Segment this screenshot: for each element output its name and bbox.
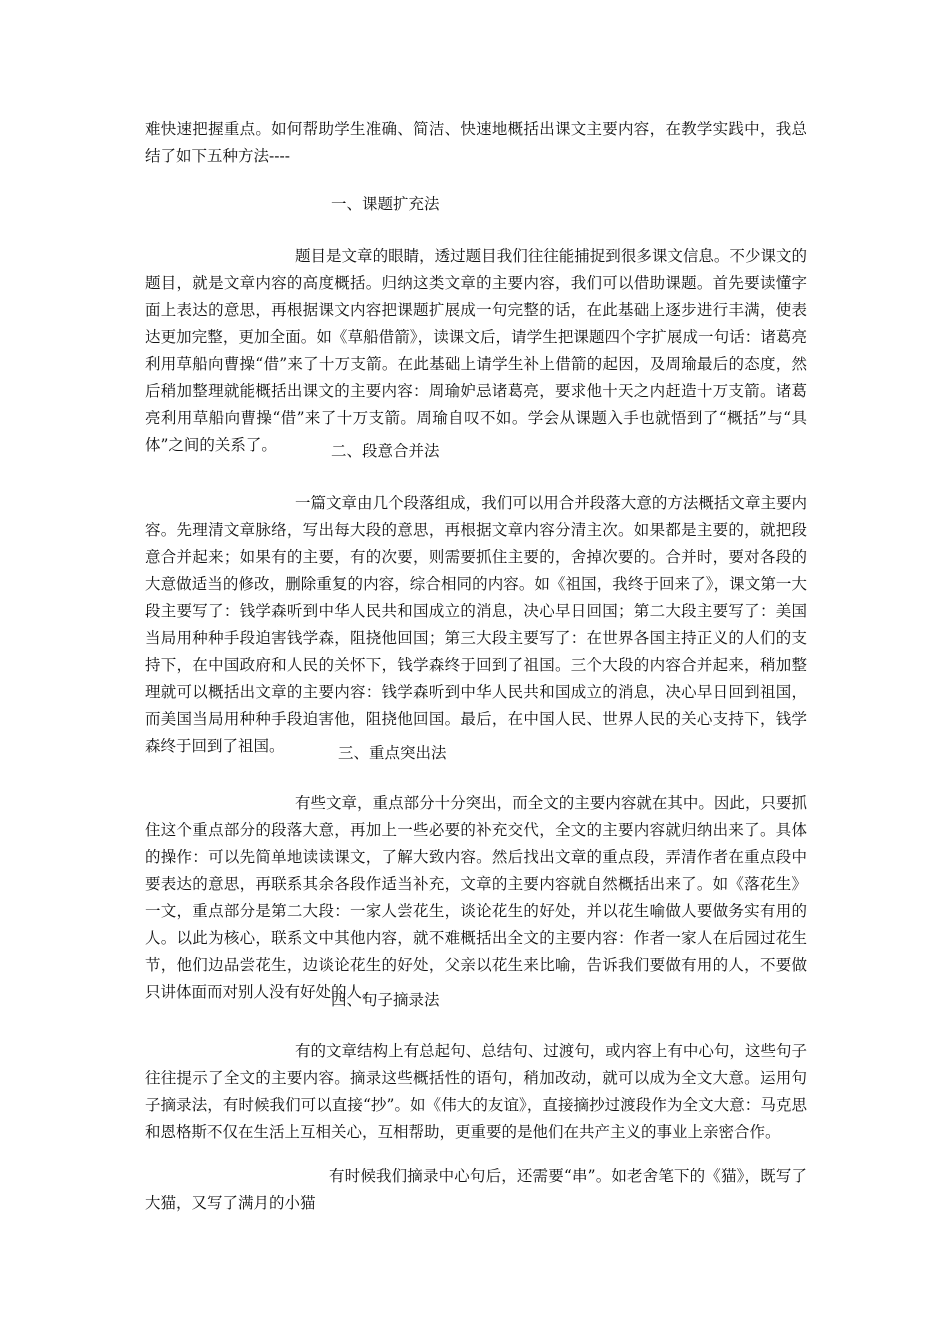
section-body-3: 有些文章，重点部分十分突出，而全文的主要内容就在其中。因此，只要抓住这个重点部分的段落大意，再加上一些必要的补充交代，全文的主要内容就归纳出来了。具体的操作：可以先简单地读读课文，了解大致内容。然后找出文章的重点段，弄清作者在重点段中要表达的意思，再联系其余各段作适当补充，文章的主要内容就自然概括出来了。如《落花生》一文，重点部分是第二大段：一家人尝花生，谈论花生的好处，并以花生喻做人要做务实有用的人。以此为核心，联系文中其他内容，就不难概括出全文的主要内容：作者一家人在后园过花生节，他们边品尝花生，边谈论花生的好处，父亲以花生来比喻，告诉我们要做有用的人，不要做只讲体面而对别人没有好处的人。 xyxy=(145,794,807,1001)
section-body-4: 有的文章结构上有总起句、总结句、过渡句，或内容上有中心句，这些句子往往提示了全文的主要内容。摘录这些概括性的语句，稍加改动，就可以成为全文大意。运用句子摘录法，有时候我们可以直接“抄”。如《伟大的友谊》，直接摘抄过渡段作为全文大意：马克思和恩格斯不仅在生活上互相关心，互相帮助，更重要的是他们在共产主义的事业上亲密合作。 xyxy=(145,1042,807,1141)
section-body-4-continued: 有时候我们摘录中心句后，还需要“串”。如老舍笔下的《猫》，既写了大猫，又写了满月的小猫 xyxy=(145,1167,807,1212)
section-heading-3: 三、重点突出法 xyxy=(338,744,447,762)
section-heading-4: 四、句子摘录法 xyxy=(331,991,440,1009)
section-heading-2: 二、段意合并法 xyxy=(331,442,440,460)
section-heading-1: 一、课题扩充法 xyxy=(331,195,440,213)
section-body-2: 一篇文章由几个段落组成，我们可以用合并段落大意的方法概括文章主要内容。先理清文章脉络，写出每大段的意思，再根据文章内容分清主次。如果都是主要的，就把段意合并起来；如果有的主要，有的次要，则需要抓住主要的，舍掉次要的。合并时，要对各段的大意做适当的修改，删除重复的内容，综合相同的内容。如《祖国，我终于回来了》，课文第一大段主要写了：钱学森听到中华人民共和国成立的消息，决心早日回国；第二大段主要写了：美国当局用种种手段迫害钱学森，阻挠他回国；第三大段主要写了：在世界各国主持正义的人们的支持下，在中国政府和人民的关怀下，钱学森终于回到了祖国。三个大段的内容合并起来，稍加整理就可以概括出文章的主要内容：钱学森听到中华人民共和国成立的消息，决心早日回到祖国，而美国当局用种种手段迫害他，阻挠他回国。最后，在中国人民、世界人民的关心支持下，钱学森终于回到了祖国。 xyxy=(145,494,807,755)
intro-paragraph: 难快速把握重点。如何帮助学生准确、简洁、快速地概括出课文主要内容，在教学实践中，我总结了如下五种方法---- xyxy=(145,120,807,165)
section-body-1: 题目是文章的眼睛，透过题目我们往往能捕捉到很多课文信息。不少课文的题目，就是文章内容的高度概括。归纳这类文章的主要内容，我们可以借助课题。首先要读懂字面上表达的意思，再根据课文内容把课题扩展成一句完整的话，在此基础上逐步进行丰满，使表达更加完整，更加全面。如《草船借箭》，读课文后，请学生把课题四个字扩展成一句话：诸葛亮利用草船向曹操“借”来了十万支箭。在此基础上请学生补上借箭的起因，及周瑜最后的态度，然后稍加整理就能概括出课文的主要内容：周瑜妒忌诸葛亮，要求他十天之内赶造十万支箭。诸葛亮利用草船向曹操“借”来了十万支箭。周瑜自叹不如。学会从课题入手也就悟到了“概括”与“具体”之间的关系了。 xyxy=(145,247,807,454)
